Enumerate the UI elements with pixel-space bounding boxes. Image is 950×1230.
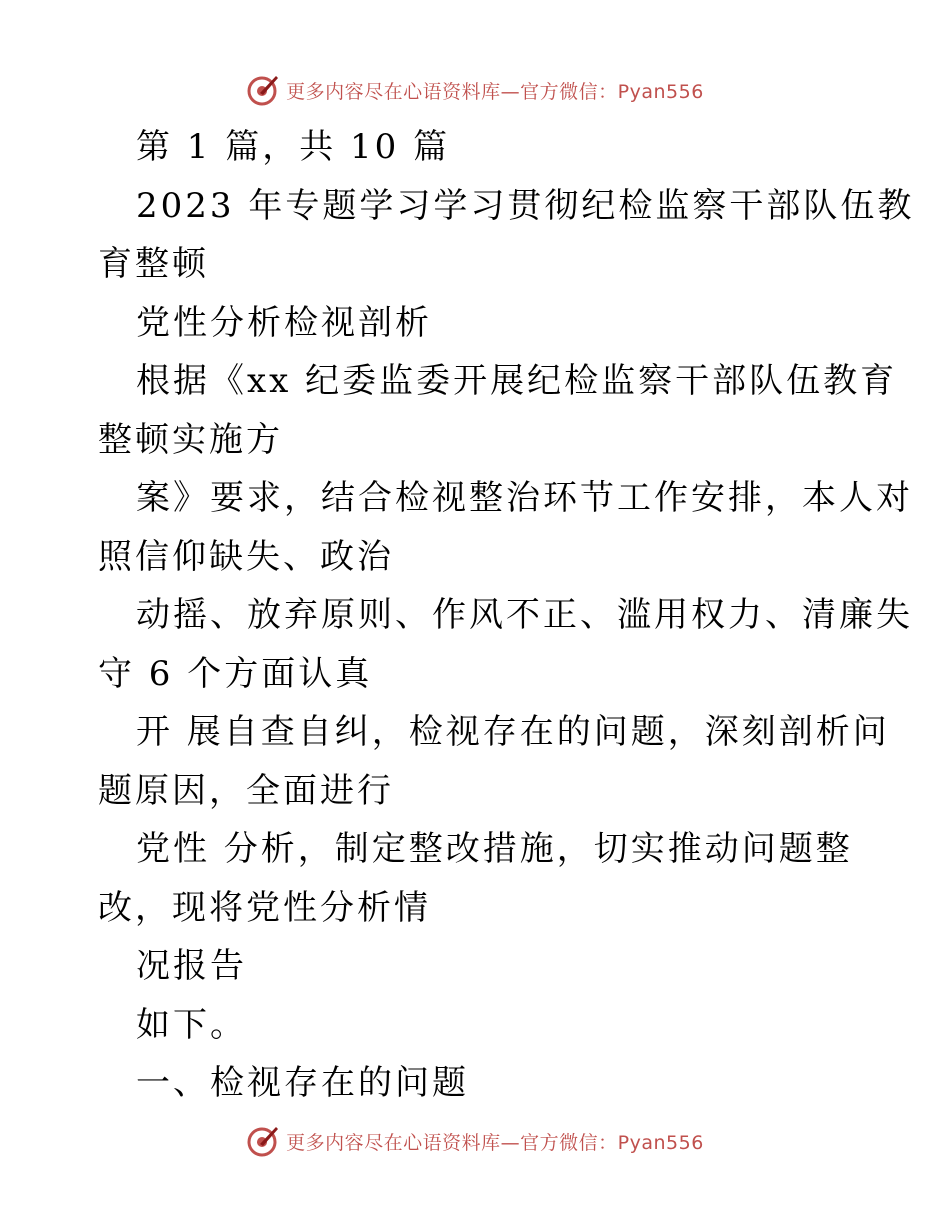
- quill-logo-icon: [246, 73, 280, 107]
- footer-banner: [0, 1121, 950, 1161]
- doc-line-10: 守 6 个方面认真: [98, 653, 373, 694]
- doc-line-13: 党性 分析，制定整改措施，切实推动问题整: [136, 829, 853, 869]
- doc-line-9: 动摇、放弃原则、作风不正、滥用权力、清廉失: [136, 595, 913, 635]
- doc-line-8: 照信仰缺失、政治: [98, 536, 394, 577]
- doc-line-4: 党性分析检视剖析: [136, 302, 432, 343]
- header-banner-text: 更多内容尽在心语资料库—官方微信：Pyan556: [286, 80, 704, 103]
- doc-line-3: 育整顿: [98, 244, 209, 284]
- header-banner: [0, 70, 950, 110]
- doc-line-15: 况报告: [136, 946, 247, 986]
- doc-line-14: 改，现将党性分析情: [98, 887, 431, 928]
- doc-line-1: 第 1 篇，共 10 篇: [136, 127, 451, 167]
- doc-line-7: 案》要求，结合检视整治环节工作安排，本人对: [136, 478, 913, 518]
- doc-line-6: 整顿实施方: [98, 419, 283, 460]
- doc-line-5: 根据《xx 纪委监委开展纪检监察干部队伍教育: [136, 361, 898, 401]
- doc-line-16: 如下。: [136, 1004, 247, 1045]
- quill-logo-icon: [246, 1124, 280, 1158]
- footer-banner-text: 更多内容尽在心语资料库—官方微信：Pyan556: [286, 1131, 704, 1154]
- doc-line-12: 题原因，全面进行: [98, 770, 394, 811]
- doc-line-17: 一、检视存在的问题: [136, 1063, 469, 1103]
- doc-line-11: 开 展自查自纠，检视存在的问题，深刻剖析问: [136, 712, 890, 752]
- document-body: [98, 118, 915, 1113]
- doc-line-2: 2023 年专题学习学习贯彻纪检监察干部队伍教: [136, 185, 915, 226]
